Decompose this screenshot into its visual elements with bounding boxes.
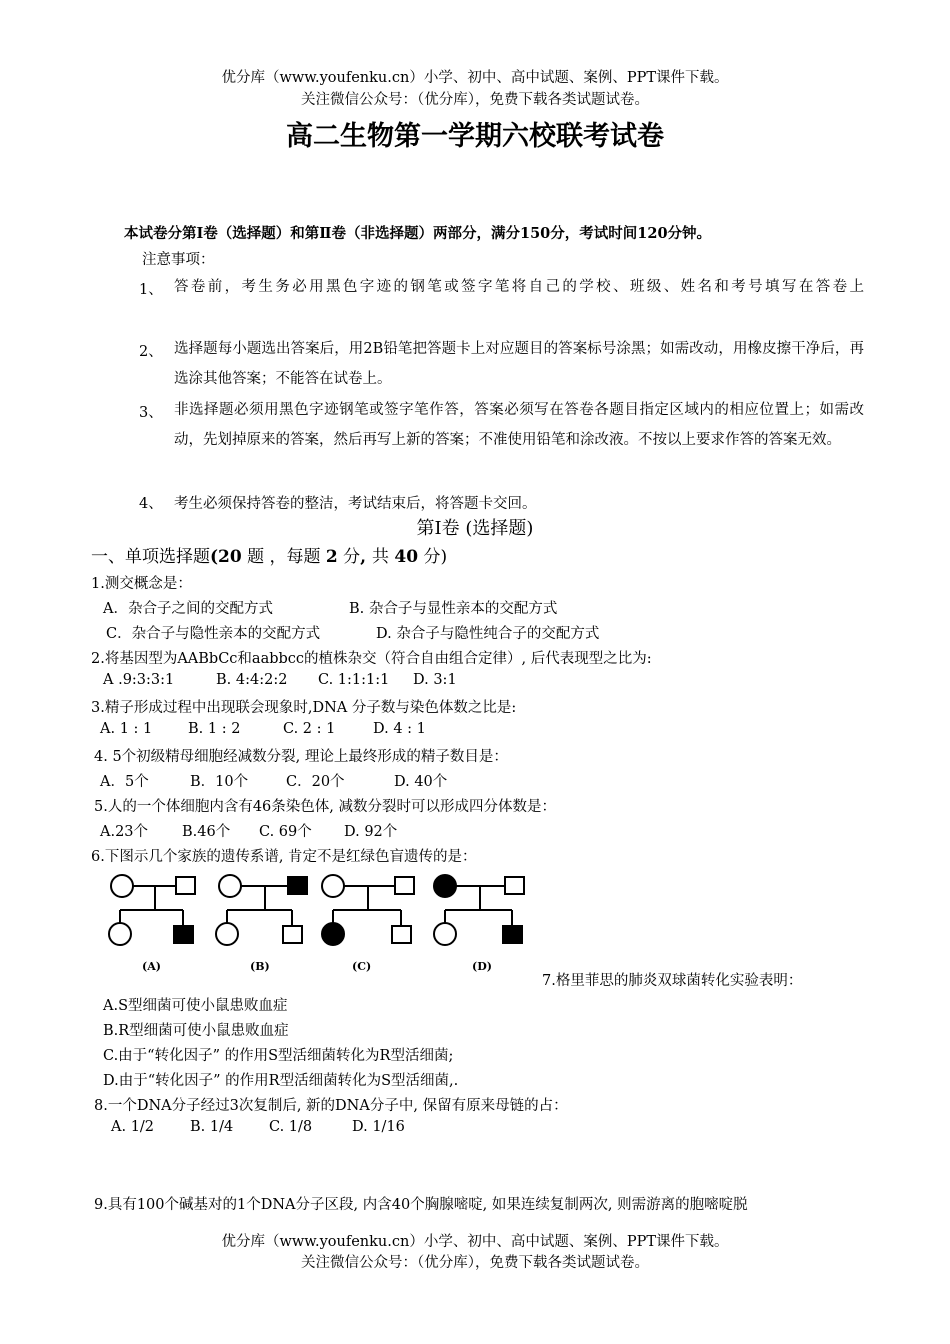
q1-option-c: C．杂合子与隐性亲本的交配方式 (106, 626, 321, 642)
footer-line-1: 优分库（www.youfenku.cn）小学、初中、高中试题、案例、PPT课件下载。 (221, 1234, 729, 1250)
pedigree-figure (100, 868, 540, 978)
q2-option-c: C. 1:1:1:1 (318, 672, 390, 688)
q2-option-a: A .9:3:3:1 (103, 672, 175, 688)
notice-num-2: 2、 (139, 344, 163, 360)
q4-option-d: D. 40个 (394, 774, 448, 790)
pedigree-label-d: (D) (472, 960, 492, 973)
pedigree-label-c: (C) (352, 960, 372, 973)
notice-num-3: 3、 (139, 405, 163, 421)
q3-option-c: C. 2 : 1 (283, 721, 336, 737)
pedigree-d (434, 875, 524, 945)
pedigree-c (322, 875, 414, 945)
pedigree-label-b: (B) (250, 960, 270, 973)
q8-option-d: D. 1/16 (352, 1119, 405, 1135)
q7-option-d: D.由于“转化因子” 的作用R型活细菌转化为S型活细菌,. (103, 1073, 459, 1089)
q9-stem: 9.具有100个碱基对的1个DNA分子区段, 内含40个胸腺嘧啶, 如果连续复制两次, 则需游离的胞嘧啶脱 (94, 1197, 748, 1213)
exam-intro: 本试卷分第Ⅰ卷（选择题）和第Ⅱ卷（非选择题）两部分，满分150分，考试时间120分钟。 (124, 225, 712, 242)
section-heading: 第Ⅰ卷 (选择题) (416, 518, 534, 539)
notice-num-4: 4、 (139, 496, 163, 512)
q1-option-b: B. 杂合子与显性亲本的交配方式 (349, 601, 558, 617)
q8-option-c: C. 1/8 (269, 1119, 313, 1135)
footer-line-2: 关注微信公众号：（优分库），免费下载各类试题试卷。 (301, 1255, 649, 1271)
q7-option-c: C.由于“转化因子” 的作用S型活细菌转化为R型活细菌; (103, 1048, 454, 1064)
header-line-1: 优分库（www.youfenku.cn）小学、初中、高中试题、案例、PPT课件下载。 (221, 70, 729, 86)
notice-text-3: 非选择题必须用黑色字迹钢笔或签字笔作答，答案必须写在答卷各题目指定区域内的相应位置上；如需改动，先划掉原来的答案，然后再写上新的答案；不准使用铅笔和涂改液。不按以上要求作答的答案无效。 (174, 402, 864, 448)
q3-option-d: D. 4 : 1 (373, 721, 426, 737)
q8-option-b: B. 1/4 (190, 1119, 234, 1135)
q4-option-a: A．5个 (100, 774, 149, 790)
part-heading: 一、单项选择题(20 题 ，每题 2 分, 共 40 分) (91, 547, 448, 567)
q3-stem: 3.精子形成过程中出现联会现象时,DNA 分子数与染色体数之比是: (91, 700, 517, 716)
q4-stem: 4. 5个初级精母细胞经减数分裂, 理论上最终形成的精子数目是： (94, 749, 508, 765)
pedigree-b (216, 875, 307, 945)
notice-heading: 注意事项： (142, 252, 215, 268)
notice-num-1: 1、 (139, 282, 163, 298)
q2-option-b: B. 4:4:2:2 (216, 672, 288, 688)
q7-option-b: B.R型细菌可使小鼠患败血症 (103, 1023, 289, 1039)
q5-option-b: B.46个 (182, 824, 231, 840)
pedigree-a (109, 875, 195, 945)
q7-stem: 7.格里菲思的肺炎双球菌转化实验表明： (542, 973, 803, 989)
q3-option-b: B. 1 : 2 (188, 721, 241, 737)
q2-option-d: D. 3:1 (413, 672, 457, 688)
notice-text-1: 答卷前，考生务必用黑色字迹的钢笔或签字笔将自己的学校、班级、姓名和考号填写在答卷上 (174, 279, 864, 295)
q4-option-b: B．10个 (190, 774, 249, 790)
q1-option-a: A．杂合子之间的交配方式 (103, 601, 273, 617)
q6-stem: 6.下图示几个家族的遗传系谱, 肯定不是红绿色盲遗传的是： (91, 849, 477, 865)
header-line-2: 关注微信公众号：（优分库），免费下载各类试题试卷。 (301, 92, 649, 108)
q5-stem: 5.人的一个体细胞内含有46条染色体, 减数分裂时可以形成四分体数是： (94, 799, 557, 815)
q1-option-d: D. 杂合子与隐性纯合子的交配方式 (376, 626, 600, 642)
q4-option-c: C．20个 (286, 774, 345, 790)
q7-option-a: A.S型细菌可使小鼠患败血症 (103, 998, 288, 1014)
q8-stem: 8.一个DNA分子经过3次复制后, 新的DNA分子中, 保留有原来母链的占： (94, 1098, 568, 1114)
notice-text-4: 考生必须保持答卷的整洁，考试结束后，将答题卡交回。 (174, 496, 537, 512)
q1-stem: 1.测交概念是： (91, 576, 192, 592)
q8-option-a: A. 1/2 (111, 1119, 155, 1135)
q5-option-a: A.23个 (100, 824, 149, 840)
q2-stem: 2.将基因型为AABbCc和aabbcc的植株杂交（符合自由组合定律）, 后代表现型之比为: (91, 651, 652, 667)
page-title: 高二生物第一学期六校联考试卷 (286, 121, 664, 152)
pedigree-label-a: (A) (142, 960, 161, 973)
q5-option-c: C. 69个 (259, 824, 312, 840)
q5-option-d: D. 92个 (344, 824, 398, 840)
q3-option-a: A. 1 : 1 (100, 721, 153, 737)
notice-text-2: 选择题每小题选出答案后，用2B铅笔把答题卡上对应题目的答案标号涂黑；如需改动，用橡皮擦干净后，再选涂其他答案；不能答在试卷上。 (174, 341, 864, 387)
